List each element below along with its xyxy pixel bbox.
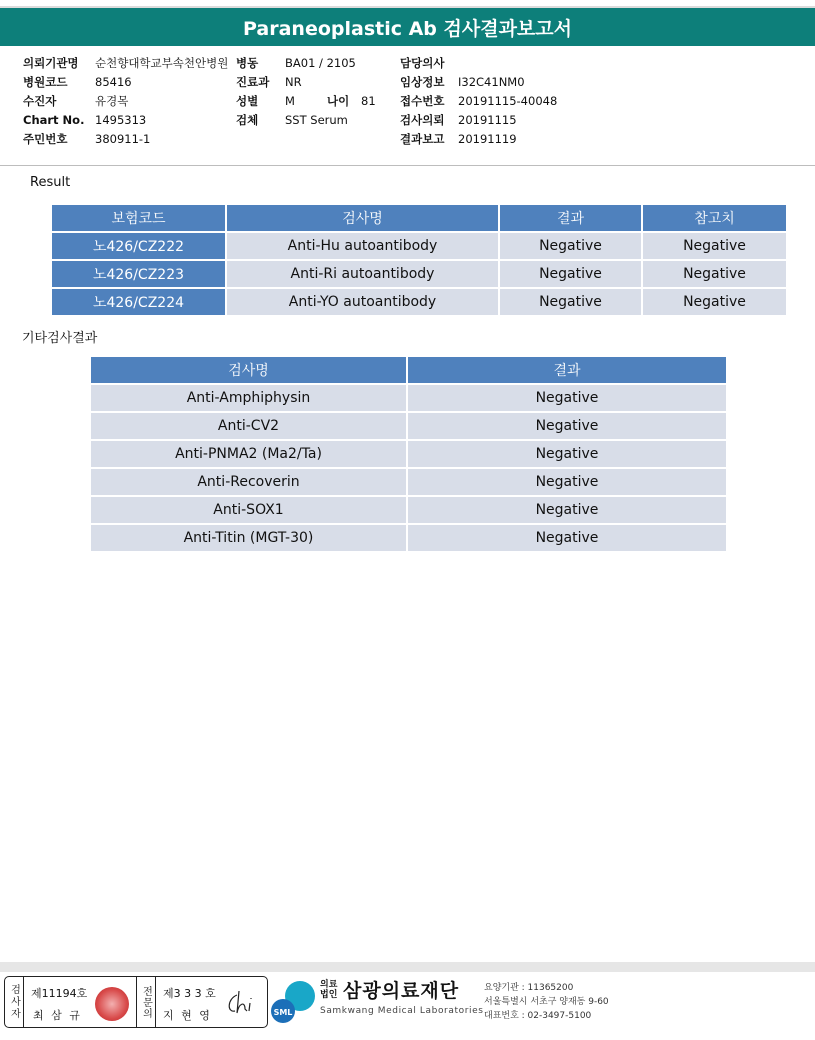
info-value: 20191115 [458, 113, 517, 127]
examiner-name: 최 삼 규 [33, 1009, 82, 1022]
info-value: M [285, 94, 295, 108]
org-address: 서울특별시 서초구 양재동 9-60 [484, 997, 609, 1007]
info-value: BA01 / 2105 [285, 56, 356, 70]
other-results-table [89, 355, 728, 553]
table-row [90, 412, 727, 440]
info-label: 병동 [236, 56, 259, 70]
result-cell: Negative [499, 260, 642, 288]
result-cell: Negative [499, 288, 642, 316]
age-value: 81 [361, 94, 376, 108]
specialist-label: 전문의 [136, 977, 156, 1027]
result-cell: Negative [407, 440, 727, 468]
reference-cell: Negative [642, 288, 787, 316]
info-label: Chart No. [23, 113, 85, 127]
table-row [90, 496, 727, 524]
examiner-seal [95, 987, 129, 1021]
info-label: 수진자 [23, 94, 57, 108]
info-value: 순천향대학교부속천안병원 [95, 56, 229, 70]
header-test-name: 검사명 [226, 204, 499, 232]
info-label: 의뢰기관명 [23, 56, 79, 70]
code-cell: 노426/CZ222 [51, 232, 226, 260]
info-label: 주민번호 [23, 132, 68, 146]
result-section-title: Result [30, 175, 71, 190]
table-row [90, 440, 727, 468]
org-english-name: Samkwang Medical Laboratories [320, 1006, 484, 1016]
test-name-cell: Anti-Amphiphysin [90, 384, 407, 412]
sml-logo-icon [270, 978, 316, 1026]
table-row [90, 524, 727, 552]
test-name-cell: Anti-Titin (MGT-30) [90, 524, 407, 552]
org-name: 삼광의료재단 [343, 980, 460, 1002]
logo-text: SML [273, 1008, 293, 1017]
table-row [90, 384, 727, 412]
divider [0, 165, 815, 166]
header-reference: 참고치 [642, 204, 787, 232]
table-row [51, 232, 787, 260]
examiner-label: 검사자 [5, 977, 24, 1027]
result-cell: Negative [407, 412, 727, 440]
report-title: Paraneoplastic Ab 검사결과보고서 [0, 6, 815, 46]
code-cell: 노426/CZ223 [51, 260, 226, 288]
info-label: 성별 [236, 94, 259, 108]
table-row [51, 260, 787, 288]
result-cell: Negative [407, 496, 727, 524]
facility-code: 요양기관 : 11365200 [484, 983, 574, 993]
info-label: 검사의뢰 [400, 113, 445, 127]
other-section-title: 기타검사결과 [22, 331, 98, 346]
org-prefix: 의료 법인 [320, 980, 338, 1000]
info-label: 병원코드 [23, 75, 68, 89]
signature-box [4, 976, 268, 1028]
footer-band [0, 962, 815, 972]
info-value: SST Serum [285, 113, 348, 127]
test-name-cell: Anti-Ri autoantibody [226, 260, 499, 288]
signature-image [223, 989, 261, 1017]
examiner-number: 제11194호 [31, 987, 88, 1000]
result-cell: Negative [407, 524, 727, 552]
info-value: 20191119 [458, 132, 517, 146]
reference-cell: Negative [642, 232, 787, 260]
info-value: 20191115-40048 [458, 94, 558, 108]
org-phone: 대표번호 : 02-3497-5100 [484, 1011, 592, 1021]
info-value: 유경목 [95, 94, 129, 108]
table-row [51, 288, 787, 316]
header-insurance-code: 보험코드 [51, 204, 226, 232]
code-cell: 노426/CZ224 [51, 288, 226, 316]
info-value: 85416 [95, 75, 132, 89]
info-value: 1495313 [95, 113, 147, 127]
info-value: I32C41NM0 [458, 75, 525, 89]
info-label: 담당의사 [400, 56, 445, 70]
test-name-cell: Anti-YO autoantibody [226, 288, 499, 316]
test-name-cell: Anti-CV2 [90, 412, 407, 440]
header-test-name: 검사명 [90, 356, 407, 384]
test-name-cell: Anti-SOX1 [90, 496, 407, 524]
specialist-number: 제3 3 3 호 [163, 987, 216, 1000]
info-label: 임상정보 [400, 75, 445, 89]
info-label: 검체 [236, 113, 259, 127]
header-result: 결과 [499, 204, 642, 232]
specialist-name: 지 현 영 [163, 1009, 212, 1022]
patient-info [0, 54, 815, 154]
test-name-cell: Anti-Hu autoantibody [226, 232, 499, 260]
result-table [50, 203, 788, 317]
info-label: 진료과 [236, 75, 270, 89]
info-value: NR [285, 75, 302, 89]
result-cell: Negative [407, 384, 727, 412]
table-row [90, 468, 727, 496]
header-result: 결과 [407, 356, 727, 384]
info-label: 접수번호 [400, 94, 445, 108]
result-cell: Negative [407, 468, 727, 496]
test-name-cell: Anti-PNMA2 (Ma2/Ta) [90, 440, 407, 468]
age-label: 나이 [327, 94, 350, 108]
result-cell: Negative [499, 232, 642, 260]
reference-cell: Negative [642, 260, 787, 288]
test-name-cell: Anti-Recoverin [90, 468, 407, 496]
info-label: 결과보고 [400, 132, 445, 146]
info-value: 380911-1 [95, 132, 151, 146]
